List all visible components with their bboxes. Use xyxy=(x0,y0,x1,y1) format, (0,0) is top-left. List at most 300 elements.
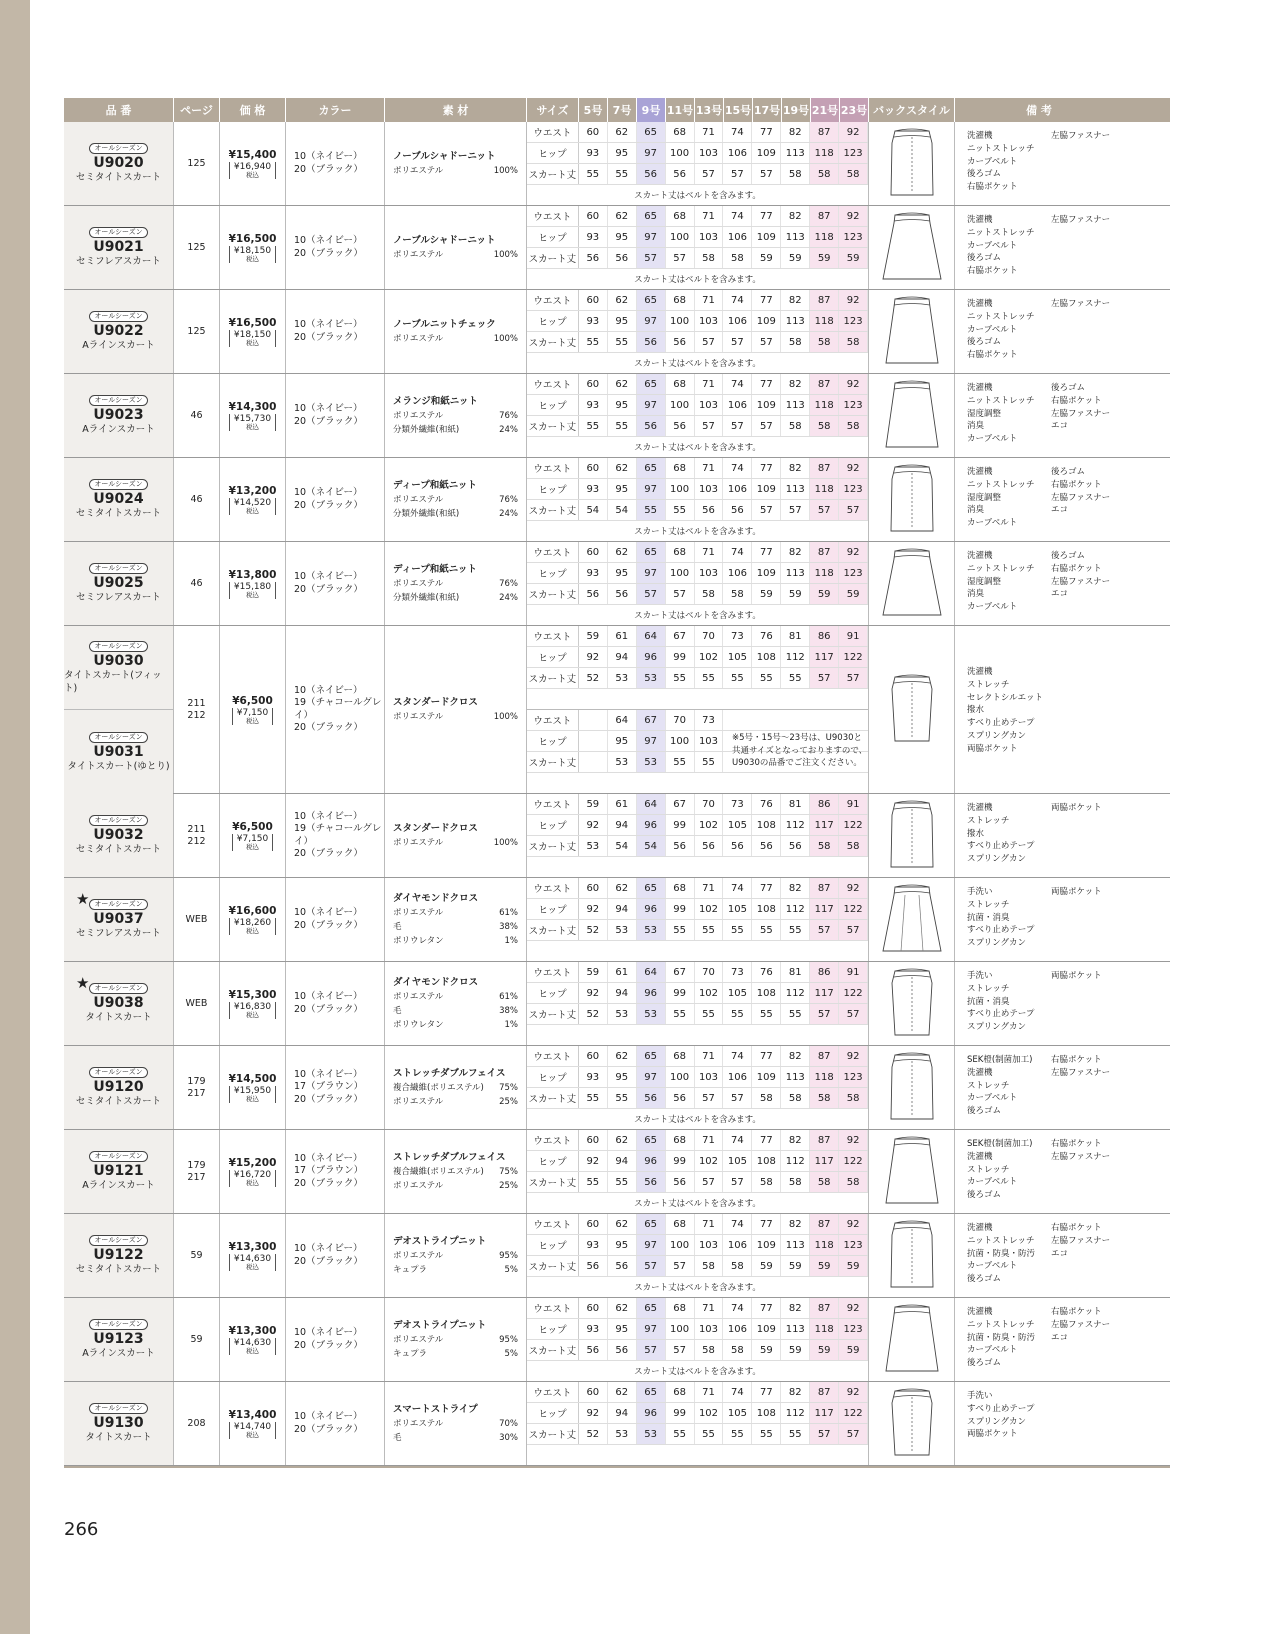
size-row xyxy=(527,206,868,227)
size-value: 105 xyxy=(723,1151,752,1171)
skirt-back-icon xyxy=(877,209,947,287)
color-option: 17（ブラウン） xyxy=(294,1081,364,1093)
size-value: 112 xyxy=(781,983,810,1003)
size-value: 56 xyxy=(695,836,724,856)
back-style-figure xyxy=(869,122,955,205)
page-ref: 212 xyxy=(187,835,206,847)
size-value: 103 xyxy=(695,1235,724,1255)
size-row xyxy=(527,1403,868,1424)
remark: 後ろゴム xyxy=(1051,467,1086,477)
remark: 後ろゴム xyxy=(1051,383,1086,393)
size-value: 52 xyxy=(579,1004,608,1024)
remark: 手洗い xyxy=(967,887,993,897)
size-label: スカート丈 xyxy=(527,332,579,352)
price: ¥6,500 xyxy=(232,694,273,707)
material-cell xyxy=(385,1046,527,1129)
product-name: セミタイトスカート xyxy=(75,1096,162,1107)
composition-row xyxy=(393,423,518,437)
size-value: 99 xyxy=(666,983,695,1003)
size-note: スカート丈はベルトを含みます。 xyxy=(634,359,761,369)
size-value: 58 xyxy=(695,584,724,604)
size-value: 77 xyxy=(752,458,781,478)
size-value: 57 xyxy=(810,1004,839,1024)
size-value: 73 xyxy=(695,710,724,730)
size-note: スカート丈はベルトを含みます。 xyxy=(634,611,761,621)
size-value: 57 xyxy=(752,164,781,184)
composition-row xyxy=(393,990,518,1004)
color-option: 20（ブラック） xyxy=(294,1255,363,1267)
remark: SEK橙(制菌加工) xyxy=(967,1139,1033,1149)
size-value: 74 xyxy=(723,206,752,226)
size-table xyxy=(527,1214,869,1297)
size-value: 123 xyxy=(839,563,868,583)
size-row xyxy=(527,983,868,1004)
fiber-percent: 1% xyxy=(504,935,518,946)
size-value: 60 xyxy=(579,290,608,310)
size-value: 100 xyxy=(666,1319,695,1339)
composition-row xyxy=(393,1004,518,1018)
size-value: 118 xyxy=(810,479,839,499)
size-value: 100 xyxy=(666,479,695,499)
size-value: 95 xyxy=(608,311,637,331)
product-name: タイトスカート xyxy=(85,1012,152,1023)
remark: 右脇ポケット xyxy=(1051,1139,1102,1149)
size-value: 59 xyxy=(752,584,781,604)
size-value: 82 xyxy=(781,206,810,226)
size-value: 91 xyxy=(839,962,868,982)
color-option: 20（ブラック） xyxy=(294,583,363,595)
remark: 右脇ポケット xyxy=(1051,1307,1102,1317)
size-row xyxy=(527,500,868,521)
material-cell xyxy=(385,1382,527,1465)
product-code: U9021 xyxy=(93,239,144,255)
size-value: 102 xyxy=(695,647,724,667)
tax-label: 税込 xyxy=(246,170,259,179)
remark: 抗菌・防臭・防汚 xyxy=(967,1248,1036,1259)
size-value: 56 xyxy=(781,836,810,856)
size-value: 58 xyxy=(695,248,724,268)
fiber-percent: 24% xyxy=(499,508,518,519)
material-cell xyxy=(385,290,527,373)
remark: 湿度調整 xyxy=(967,408,1002,419)
remark: 抗菌・防臭・防汚 xyxy=(967,1332,1036,1343)
size-row xyxy=(527,878,868,899)
size-value: 58 xyxy=(810,164,839,184)
size-value: 56 xyxy=(723,836,752,856)
tax-label: 税込 xyxy=(246,926,259,935)
size-value: 117 xyxy=(810,983,839,1003)
fiber-percent: 70% xyxy=(499,1418,518,1429)
fiber-percent: 76% xyxy=(499,410,518,421)
size-row xyxy=(527,1298,868,1319)
material-name: メランジ和紙ニット xyxy=(393,395,478,407)
size-value: 96 xyxy=(637,1403,666,1423)
size-value: 71 xyxy=(695,206,724,226)
size-row xyxy=(527,1214,868,1235)
color-option: 10（ネイビー） xyxy=(294,684,363,696)
size-value: 92 xyxy=(579,1151,608,1171)
size-value: 55 xyxy=(608,164,637,184)
remark: 洗濯機 xyxy=(967,215,993,225)
size-row xyxy=(527,1004,868,1025)
fiber: 分類外繊維(和紙) xyxy=(393,424,460,435)
page-ref: 179 xyxy=(187,1159,206,1171)
size-value: 57 xyxy=(666,584,695,604)
size-value: 106 xyxy=(723,311,752,331)
composition-row xyxy=(393,1081,518,1095)
size-value: 77 xyxy=(752,542,781,562)
size-value: 87 xyxy=(810,542,839,562)
size-label: ヒップ xyxy=(527,647,579,667)
page-ref: 208 xyxy=(187,1417,206,1429)
colors-cell xyxy=(286,1298,385,1381)
color-option: 20（ブラック） xyxy=(294,331,363,343)
size-value: 93 xyxy=(579,479,608,499)
composition-row xyxy=(393,1263,518,1277)
color-option: 20（ブラック） xyxy=(294,499,363,511)
catalog-page-ref xyxy=(174,290,220,373)
size-value: 87 xyxy=(810,290,839,310)
size-value: 57 xyxy=(637,1256,666,1276)
size-label: スカート丈 xyxy=(527,1340,579,1360)
size-value: 96 xyxy=(637,815,666,835)
size-label: ウエスト xyxy=(527,1382,579,1402)
size-value: 97 xyxy=(637,227,666,247)
catalog-page-ref xyxy=(174,962,220,1045)
remark: ニットストレッチ xyxy=(967,395,1035,406)
size-value: 68 xyxy=(666,458,695,478)
back-style-figure xyxy=(869,290,955,373)
fiber-percent: 100% xyxy=(493,711,518,722)
size-value: 92 xyxy=(579,647,608,667)
price-cell xyxy=(220,122,286,205)
size-value: 70 xyxy=(666,710,695,730)
size-value: 60 xyxy=(579,1298,608,1318)
page-ref: 217 xyxy=(187,1171,206,1183)
size-value: 97 xyxy=(637,395,666,415)
product-row xyxy=(64,878,1170,962)
product-row xyxy=(64,962,1170,1046)
composition-row xyxy=(393,934,518,948)
product-code: U9123 xyxy=(93,1331,144,1347)
size-value: 53 xyxy=(608,752,637,772)
remark: 右脇ポケット xyxy=(1051,563,1102,574)
season-badge: オールシーズン xyxy=(89,1235,147,1246)
size-value: 68 xyxy=(666,374,695,394)
remark: 右脇ポケット xyxy=(967,350,1018,361)
size-value: 109 xyxy=(752,563,781,583)
size-label: スカート丈 xyxy=(527,584,579,604)
colors-cell xyxy=(286,206,385,289)
price-tax-value: ¥15,180 xyxy=(233,581,272,592)
size-row xyxy=(527,164,868,185)
size-value: 96 xyxy=(637,983,666,1003)
page-ref: 179 xyxy=(187,1075,206,1087)
table-bottom-rule xyxy=(64,1466,1170,1468)
size-value: 59 xyxy=(579,794,608,814)
size-row xyxy=(527,647,868,668)
size-value: 54 xyxy=(608,500,637,520)
product-id-cell xyxy=(64,878,174,961)
size-value: 57 xyxy=(810,1424,839,1444)
size-value: 87 xyxy=(810,458,839,478)
size-label: ウエスト xyxy=(527,122,579,142)
composition-row xyxy=(393,836,518,850)
size-label: ヒップ xyxy=(527,1235,579,1255)
size-value: 57 xyxy=(752,500,781,520)
remark: 消臭 xyxy=(967,421,985,432)
size-value: 55 xyxy=(666,752,695,772)
size-value: 55 xyxy=(752,920,781,940)
product-group-row xyxy=(64,626,1170,794)
size-value: 55 xyxy=(723,920,752,940)
size-row xyxy=(527,374,868,395)
fiber: 毛 xyxy=(393,1432,402,1443)
size-value: 57 xyxy=(723,1172,752,1192)
back-style-figure xyxy=(869,1298,955,1381)
tax-label: 税込 xyxy=(246,1178,259,1187)
remark: ニットストレッチ xyxy=(967,479,1035,490)
material-name: ストレッチダブルフェイス xyxy=(393,1151,506,1163)
composition-row xyxy=(393,920,518,934)
size-value: 65 xyxy=(637,878,666,898)
size-label: ウエスト xyxy=(527,626,579,646)
price: ¥14,500 xyxy=(228,1072,277,1085)
size-table-u9031 xyxy=(527,710,868,794)
size-value: 55 xyxy=(695,1424,724,1444)
fiber: 分類外繊維(和紙) xyxy=(393,592,460,603)
size-value xyxy=(839,710,868,730)
size-value: 92 xyxy=(839,1130,868,1150)
size-value: 87 xyxy=(810,1214,839,1234)
composition-row xyxy=(393,906,518,920)
size-value: 53 xyxy=(637,752,666,772)
size-value: 56 xyxy=(579,1256,608,1276)
colors-cell xyxy=(286,626,385,793)
size-value: 65 xyxy=(637,1130,666,1150)
remark: カーブベルト xyxy=(967,1345,1018,1356)
material-cell xyxy=(385,1214,527,1297)
size-value: 55 xyxy=(723,1004,752,1024)
material-cell xyxy=(385,206,527,289)
price-tax-value: ¥14,740 xyxy=(233,1421,272,1432)
size-value: 103 xyxy=(695,227,724,247)
remark: カーブベルト xyxy=(967,1177,1018,1188)
size-value: 60 xyxy=(579,542,608,562)
size-row xyxy=(527,710,868,731)
size-value: 62 xyxy=(608,458,637,478)
product-name: Aラインスカート xyxy=(82,1180,155,1191)
size-row xyxy=(527,479,868,500)
size-row xyxy=(527,1088,868,1109)
header-cell: 5号 xyxy=(579,98,608,122)
remark: 消臭 xyxy=(967,589,985,600)
page-ref: 125 xyxy=(187,241,206,253)
size-value: 65 xyxy=(637,1214,666,1234)
back-style-figure xyxy=(869,458,955,541)
price-with-tax xyxy=(232,708,274,725)
composition-row xyxy=(393,710,518,724)
composition-row xyxy=(393,1431,518,1445)
size-value: 54 xyxy=(608,836,637,856)
size-value xyxy=(781,710,810,730)
size-value: 105 xyxy=(723,899,752,919)
size-label: ウエスト xyxy=(527,962,579,982)
size-value: 61 xyxy=(608,962,637,982)
size-row xyxy=(527,626,868,647)
size-value: 65 xyxy=(637,1382,666,1402)
size-value: 95 xyxy=(608,143,637,163)
color-option: 17（ブラウン） xyxy=(294,1165,364,1177)
size-label: ウエスト xyxy=(527,878,579,898)
skirt-back-icon xyxy=(877,377,947,455)
size-value: 93 xyxy=(579,311,608,331)
back-style-figure xyxy=(869,1214,955,1297)
size-value: 53 xyxy=(637,668,666,688)
color-option: 20（ブラック） xyxy=(294,919,363,931)
size-value: 68 xyxy=(666,542,695,562)
size-value: 122 xyxy=(839,815,868,835)
remark: 右脇ポケット xyxy=(1051,1223,1102,1233)
price-cell xyxy=(220,1298,286,1381)
material-cell xyxy=(385,1298,527,1381)
size-value: 56 xyxy=(666,1088,695,1108)
size-value: 92 xyxy=(839,458,868,478)
product-id-group xyxy=(64,626,174,793)
size-value: 103 xyxy=(695,731,724,751)
product-code: U9121 xyxy=(93,1163,144,1179)
size-value: 74 xyxy=(723,374,752,394)
size-value: 60 xyxy=(579,1214,608,1234)
material-name: デオストライプニット xyxy=(393,1235,487,1247)
size-value: 93 xyxy=(579,143,608,163)
size-value: 55 xyxy=(781,1424,810,1444)
size-table xyxy=(527,1130,869,1213)
size-value: 103 xyxy=(695,563,724,583)
color-option: 10（ネイビー） xyxy=(294,1152,363,1164)
size-value: 55 xyxy=(695,1004,724,1024)
size-value: 58 xyxy=(839,332,868,352)
composition-row xyxy=(393,1165,518,1179)
size-value: 108 xyxy=(752,983,781,1003)
size-value: 59 xyxy=(752,248,781,268)
size-table xyxy=(527,542,869,625)
size-value: 117 xyxy=(810,899,839,919)
size-value: 56 xyxy=(608,248,637,268)
size-value: 82 xyxy=(781,1298,810,1318)
remark: 左脇ファスナー xyxy=(1051,492,1111,503)
size-value: 74 xyxy=(723,878,752,898)
material-name: ストレッチダブルフェイス xyxy=(393,1067,506,1079)
material-cell xyxy=(385,626,527,793)
material-cell xyxy=(385,878,527,961)
size-value: 58 xyxy=(810,1172,839,1192)
material-cell xyxy=(385,962,527,1045)
size-label: ヒップ xyxy=(527,1067,579,1087)
size-value: 87 xyxy=(810,878,839,898)
size-value xyxy=(579,731,608,751)
size-value: 77 xyxy=(752,1298,781,1318)
remark: スプリングカン xyxy=(967,938,1026,949)
price-cell xyxy=(220,458,286,541)
price: ¥13,800 xyxy=(228,568,277,581)
product-id-cell xyxy=(64,374,174,457)
size-value: 59 xyxy=(752,1256,781,1276)
remark: すべり止めテープ xyxy=(967,718,1035,729)
size-value: 103 xyxy=(695,479,724,499)
remark: 両脇ポケット xyxy=(1051,971,1102,981)
size-value: 99 xyxy=(666,647,695,667)
size-value: 92 xyxy=(839,374,868,394)
back-style-figure xyxy=(869,206,955,289)
fiber: ポリエステル xyxy=(393,249,444,260)
product-code: U9038 xyxy=(93,995,144,1011)
remark: 洗濯機 xyxy=(967,1307,993,1317)
catalog-page-ref xyxy=(174,626,220,793)
product-row xyxy=(64,1298,1170,1382)
size-value: 92 xyxy=(839,1298,868,1318)
fiber-percent: 30% xyxy=(499,1432,518,1443)
remarks-cell xyxy=(955,1214,1123,1297)
size-value: 100 xyxy=(666,227,695,247)
size-value: 67 xyxy=(637,710,666,730)
size-value: 71 xyxy=(695,878,724,898)
fiber-percent: 76% xyxy=(499,578,518,589)
catalog-page-ref xyxy=(174,1130,220,1213)
size-value: 62 xyxy=(608,1382,637,1402)
remark: 右脇ポケット xyxy=(1051,479,1102,490)
remark: すべり止めテープ xyxy=(967,841,1035,852)
remark: スプリングカン xyxy=(967,1022,1026,1033)
size-label: スカート丈 xyxy=(527,1424,579,1444)
tax-label: 税込 xyxy=(246,842,259,851)
size-value: 52 xyxy=(579,668,608,688)
size-table xyxy=(527,290,869,373)
star-icon: ★ xyxy=(76,974,90,992)
size-value: 77 xyxy=(752,122,781,142)
size-value: 82 xyxy=(781,1214,810,1234)
size-value: 113 xyxy=(781,1067,810,1087)
product-row xyxy=(64,458,1170,542)
size-value: 106 xyxy=(723,395,752,415)
fiber-percent: 100% xyxy=(493,165,518,176)
size-value: 60 xyxy=(579,206,608,226)
size-value: 109 xyxy=(752,395,781,415)
size-value: 64 xyxy=(608,710,637,730)
remark: 両脇ポケット xyxy=(1051,887,1102,897)
size-value: 64 xyxy=(637,626,666,646)
product-id-cell xyxy=(64,1214,174,1297)
size-value: 122 xyxy=(839,983,868,1003)
size-value: 56 xyxy=(752,836,781,856)
remark: セレクトシルエット xyxy=(967,692,1043,703)
remark: 抗菌・消臭 xyxy=(967,912,1010,923)
remark: ストレッチ xyxy=(967,899,1010,910)
size-row xyxy=(527,1067,868,1088)
size-value: 117 xyxy=(810,815,839,835)
size-table xyxy=(527,794,869,877)
product-name: セミタイトスカート xyxy=(75,1264,162,1275)
size-value: 58 xyxy=(723,1256,752,1276)
remark: 右脇ポケット xyxy=(967,266,1018,277)
composition-row xyxy=(393,1179,518,1193)
material-name: デオストライプニット xyxy=(393,1319,487,1331)
size-note: スカート丈はベルトを含みます。 xyxy=(634,443,761,453)
product-id-cell xyxy=(64,1298,174,1381)
remark: エコ xyxy=(1051,505,1069,516)
size-note: スカート丈はベルトを含みます。 xyxy=(634,1115,761,1125)
size-value: 57 xyxy=(695,1172,724,1192)
